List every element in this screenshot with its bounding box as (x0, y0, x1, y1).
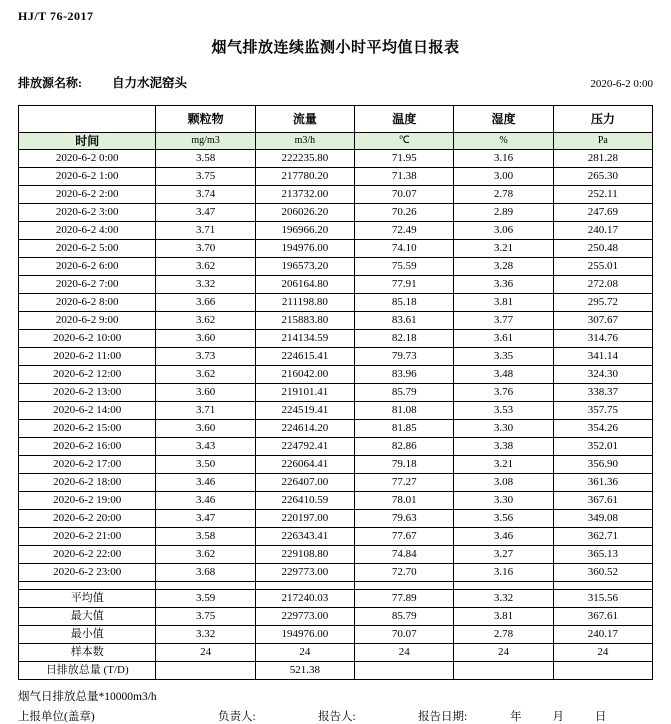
table-row (19, 564, 653, 582)
table-row (19, 258, 653, 276)
cell-value: 3.43 (156, 438, 255, 456)
table-header (19, 106, 653, 150)
cell-value: 85.79 (355, 384, 454, 402)
source-value: 自力水泥窑头 (112, 76, 188, 90)
summary-value: 3.59 (156, 590, 255, 608)
summary-value: 3.75 (156, 608, 255, 626)
report-datetime: 2020-6-2 0:00 (590, 78, 653, 90)
cell-value: 74.10 (355, 240, 454, 258)
cell-value: 365.13 (553, 546, 652, 564)
summary-row-average (19, 590, 653, 608)
footer (18, 688, 653, 724)
cell-value: 3.32 (156, 276, 255, 294)
cell-value: 314.76 (553, 330, 652, 348)
cell-value: 341.14 (553, 348, 652, 366)
cell-value: 82.86 (355, 438, 454, 456)
cell-value: 3.62 (156, 312, 255, 330)
cell-value: 222235.80 (255, 150, 354, 168)
cell-value: 3.08 (454, 474, 553, 492)
column-header-unit-3: % (454, 133, 553, 150)
cell-value: 3.60 (156, 330, 255, 348)
cell-value: 75.59 (355, 258, 454, 276)
spacer-cell (19, 582, 156, 590)
table-row (19, 240, 653, 258)
cell-value: 77.67 (355, 528, 454, 546)
cell-value: 217780.20 (255, 168, 354, 186)
cell-value: 226410.59 (255, 492, 354, 510)
cell-value: 79.73 (355, 348, 454, 366)
daily-total-value (553, 662, 652, 680)
column-header-unit-2: ℃ (355, 133, 454, 150)
cell-time: 2020-6-2 18:00 (19, 474, 156, 492)
column-header-unit-1: m3/h (255, 133, 354, 150)
summary-value: 3.32 (454, 590, 553, 608)
cell-value: 3.71 (156, 222, 255, 240)
cell-value: 3.06 (454, 222, 553, 240)
summary-value: 217240.03 (255, 590, 354, 608)
spacer-cell (454, 582, 553, 590)
cell-value: 219101.41 (255, 384, 354, 402)
cell-value: 3.46 (156, 474, 255, 492)
cell-time: 2020-6-2 5:00 (19, 240, 156, 258)
table-spacer-row (19, 582, 653, 590)
cell-value: 3.46 (156, 492, 255, 510)
cell-value: 213732.00 (255, 186, 354, 204)
cell-value: 247.69 (553, 204, 652, 222)
column-header-time: 时间 (19, 133, 156, 150)
cell-value: 3.30 (454, 420, 553, 438)
cell-value: 3.62 (156, 258, 255, 276)
cell-time: 2020-6-2 14:00 (19, 402, 156, 420)
column-header-name-1: 流量 (255, 106, 354, 133)
cell-value: 3.16 (454, 150, 553, 168)
table-body (19, 150, 653, 680)
summary-value: 24 (255, 644, 354, 662)
cell-value: 3.36 (454, 276, 553, 294)
cell-value: 3.21 (454, 456, 553, 474)
summary-value: 77.89 (355, 590, 454, 608)
cell-time: 2020-6-2 2:00 (19, 186, 156, 204)
standard-code: HJ/T 76-2017 (18, 9, 94, 23)
daily-total-value (156, 662, 255, 680)
cell-time: 2020-6-2 20:00 (19, 510, 156, 528)
summary-value: 367.61 (553, 608, 652, 626)
cell-time: 2020-6-2 15:00 (19, 420, 156, 438)
header-row-units (19, 133, 653, 150)
header-row-names (19, 106, 653, 133)
summary-value: 24 (553, 644, 652, 662)
cell-value: 226064.41 (255, 456, 354, 474)
table-row (19, 402, 653, 420)
table-row (19, 348, 653, 366)
cell-value: 360.52 (553, 564, 652, 582)
cell-value: 3.00 (454, 168, 553, 186)
cell-value: 3.56 (454, 510, 553, 528)
cell-value: 3.62 (156, 366, 255, 384)
cell-time: 2020-6-2 8:00 (19, 294, 156, 312)
responsible-person-label: 负责人: (218, 711, 256, 723)
spacer-cell (355, 582, 454, 590)
cell-value: 71.95 (355, 150, 454, 168)
cell-value: 224519.41 (255, 402, 354, 420)
cell-value: 357.75 (553, 402, 652, 420)
cell-value: 216042.00 (255, 366, 354, 384)
cell-value: 352.01 (553, 438, 652, 456)
cell-value: 3.71 (156, 402, 255, 420)
cell-value: 349.08 (553, 510, 652, 528)
cell-time: 2020-6-2 13:00 (19, 384, 156, 402)
cell-value: 3.28 (454, 258, 553, 276)
table-row (19, 456, 653, 474)
cell-value: 3.76 (454, 384, 553, 402)
cell-value: 2.78 (454, 186, 553, 204)
summary-label: 样本数 (19, 644, 156, 662)
cell-time: 2020-6-2 4:00 (19, 222, 156, 240)
cell-time: 2020-6-2 3:00 (19, 204, 156, 222)
cell-value: 77.91 (355, 276, 454, 294)
cell-value: 196966.20 (255, 222, 354, 240)
cell-value: 220197.00 (255, 510, 354, 528)
summary-value: 24 (454, 644, 553, 662)
summary-label: 平均值 (19, 590, 156, 608)
cell-value: 3.60 (156, 384, 255, 402)
column-header-name-3: 湿度 (454, 106, 553, 133)
cell-value: 356.90 (553, 456, 652, 474)
cell-time: 2020-6-2 16:00 (19, 438, 156, 456)
cell-value: 71.38 (355, 168, 454, 186)
cell-value: 324.30 (553, 366, 652, 384)
cell-value: 74.84 (355, 546, 454, 564)
column-header-name-4: 压力 (553, 106, 652, 133)
table-row (19, 330, 653, 348)
cell-value: 3.21 (454, 240, 553, 258)
cell-value: 3.66 (156, 294, 255, 312)
cell-value: 272.08 (553, 276, 652, 294)
table-row (19, 366, 653, 384)
daily-total-row (19, 662, 653, 680)
cell-value: 85.18 (355, 294, 454, 312)
daily-total-value (355, 662, 454, 680)
cell-value: 3.61 (454, 330, 553, 348)
cell-value: 3.77 (454, 312, 553, 330)
table-row (19, 420, 653, 438)
report-date-ymd: 年 月 日 (510, 711, 621, 723)
cell-value: 72.70 (355, 564, 454, 582)
summary-label: 最小值 (19, 626, 156, 644)
summary-row-sample-count (19, 644, 653, 662)
cell-value: 229108.80 (255, 546, 354, 564)
cell-value: 70.26 (355, 204, 454, 222)
cell-time: 2020-6-2 6:00 (19, 258, 156, 276)
cell-time: 2020-6-2 19:00 (19, 492, 156, 510)
column-header-unit-0: mg/m3 (156, 133, 255, 150)
cell-value: 3.58 (156, 150, 255, 168)
cell-value: 354.26 (553, 420, 652, 438)
cell-value: 79.18 (355, 456, 454, 474)
table-row (19, 474, 653, 492)
footer-note: 烟气日排放总量*10000m3/h (18, 691, 157, 703)
cell-value: 3.16 (454, 564, 553, 582)
column-header-name-0: 颗粒物 (156, 106, 255, 133)
cell-time: 2020-6-2 17:00 (19, 456, 156, 474)
cell-value: 240.17 (553, 222, 652, 240)
cell-value: 3.73 (156, 348, 255, 366)
cell-value: 3.48 (454, 366, 553, 384)
cell-value: 252.11 (553, 186, 652, 204)
spacer-cell (553, 582, 652, 590)
cell-time: 2020-6-2 0:00 (19, 150, 156, 168)
cell-value: 3.58 (156, 528, 255, 546)
summary-label: 最大值 (19, 608, 156, 626)
table-row (19, 528, 653, 546)
table-row (19, 438, 653, 456)
table-row (19, 510, 653, 528)
cell-value: 3.30 (454, 492, 553, 510)
spacer-cell (156, 582, 255, 590)
cell-value: 3.75 (156, 168, 255, 186)
summary-value: 2.78 (454, 626, 553, 644)
summary-row-max (19, 608, 653, 626)
cell-time: 2020-6-2 12:00 (19, 366, 156, 384)
reporter-label: 报告人: (318, 711, 356, 723)
table-row (19, 384, 653, 402)
summary-value: 24 (156, 644, 255, 662)
table-row (19, 150, 653, 168)
table-row (19, 312, 653, 330)
cell-value: 3.47 (156, 204, 255, 222)
cell-value: 83.61 (355, 312, 454, 330)
header-blank-cell (19, 106, 156, 133)
cell-time: 2020-6-2 22:00 (19, 546, 156, 564)
table-row (19, 492, 653, 510)
cell-value: 226407.00 (255, 474, 354, 492)
cell-value: 3.27 (454, 546, 553, 564)
column-header-unit-4: Pa (553, 133, 652, 150)
summary-value: 70.07 (355, 626, 454, 644)
cell-value: 307.67 (553, 312, 652, 330)
cell-value: 3.70 (156, 240, 255, 258)
cell-value: 3.35 (454, 348, 553, 366)
cell-value: 3.68 (156, 564, 255, 582)
cell-time: 2020-6-2 1:00 (19, 168, 156, 186)
cell-value: 211198.80 (255, 294, 354, 312)
summary-value: 315.56 (553, 590, 652, 608)
cell-value: 226343.41 (255, 528, 354, 546)
cell-time: 2020-6-2 10:00 (19, 330, 156, 348)
table-row (19, 168, 653, 186)
cell-value: 196573.20 (255, 258, 354, 276)
cell-value: 229773.00 (255, 564, 354, 582)
cell-value: 224614.20 (255, 420, 354, 438)
summary-value: 240.17 (553, 626, 652, 644)
cell-value: 83.96 (355, 366, 454, 384)
cell-value: 3.46 (454, 528, 553, 546)
summary-value: 3.81 (454, 608, 553, 626)
cell-value: 214134.59 (255, 330, 354, 348)
summary-value: 85.79 (355, 608, 454, 626)
column-header-name-2: 温度 (355, 106, 454, 133)
cell-value: 79.63 (355, 510, 454, 528)
cell-value: 255.01 (553, 258, 652, 276)
cell-value: 224792.41 (255, 438, 354, 456)
summary-value: 194976.00 (255, 626, 354, 644)
cell-value: 206164.80 (255, 276, 354, 294)
table-row (19, 276, 653, 294)
measurements-table (18, 105, 653, 680)
summary-value: 24 (355, 644, 454, 662)
footer-signature-row (18, 708, 653, 724)
cell-value: 362.71 (553, 528, 652, 546)
source-meta-row (18, 73, 653, 91)
cell-value: 250.48 (553, 240, 652, 258)
cell-value: 3.60 (156, 420, 255, 438)
page-title: 烟气排放连续监测小时平均值日报表 (211, 40, 460, 56)
table-row (19, 294, 653, 312)
summary-value: 229773.00 (255, 608, 354, 626)
cell-value: 2.89 (454, 204, 553, 222)
cell-value: 81.85 (355, 420, 454, 438)
cell-time: 2020-6-2 9:00 (19, 312, 156, 330)
cell-value: 77.27 (355, 474, 454, 492)
cell-value: 3.50 (156, 456, 255, 474)
daily-total-value (454, 662, 553, 680)
cell-value: 295.72 (553, 294, 652, 312)
cell-value: 281.28 (553, 150, 652, 168)
summary-value: 3.32 (156, 626, 255, 644)
report-unit-label: 上报单位(盖章) (18, 711, 95, 723)
cell-time: 2020-6-2 7:00 (19, 276, 156, 294)
report-date-label: 报告日期: (418, 711, 468, 723)
table-row (19, 546, 653, 564)
table-row (19, 222, 653, 240)
cell-value: 3.62 (156, 546, 255, 564)
cell-value: 224615.41 (255, 348, 354, 366)
cell-value: 3.74 (156, 186, 255, 204)
daily-total-value: 521.38 (255, 662, 354, 680)
cell-value: 3.47 (156, 510, 255, 528)
cell-value: 194976.00 (255, 240, 354, 258)
cell-time: 2020-6-2 21:00 (19, 528, 156, 546)
cell-value: 3.53 (454, 402, 553, 420)
cell-time: 2020-6-2 23:00 (19, 564, 156, 582)
daily-total-label: 日排放总量 (T/D) (19, 662, 156, 680)
spacer-cell (255, 582, 354, 590)
cell-value: 265.30 (553, 168, 652, 186)
cell-value: 367.61 (553, 492, 652, 510)
cell-value: 81.08 (355, 402, 454, 420)
summary-row-min (19, 626, 653, 644)
cell-value: 82.18 (355, 330, 454, 348)
cell-value: 3.81 (454, 294, 553, 312)
cell-value: 361.36 (553, 474, 652, 492)
source-label: 排放源名称: (18, 76, 82, 90)
cell-value: 3.38 (454, 438, 553, 456)
cell-value: 78.01 (355, 492, 454, 510)
cell-time: 2020-6-2 11:00 (19, 348, 156, 366)
cell-value: 215883.80 (255, 312, 354, 330)
cell-value: 206026.20 (255, 204, 354, 222)
report-date-field (418, 708, 653, 724)
cell-value: 72.49 (355, 222, 454, 240)
cell-value: 70.07 (355, 186, 454, 204)
cell-value: 338.37 (553, 384, 652, 402)
table-row (19, 186, 653, 204)
table-row (19, 204, 653, 222)
